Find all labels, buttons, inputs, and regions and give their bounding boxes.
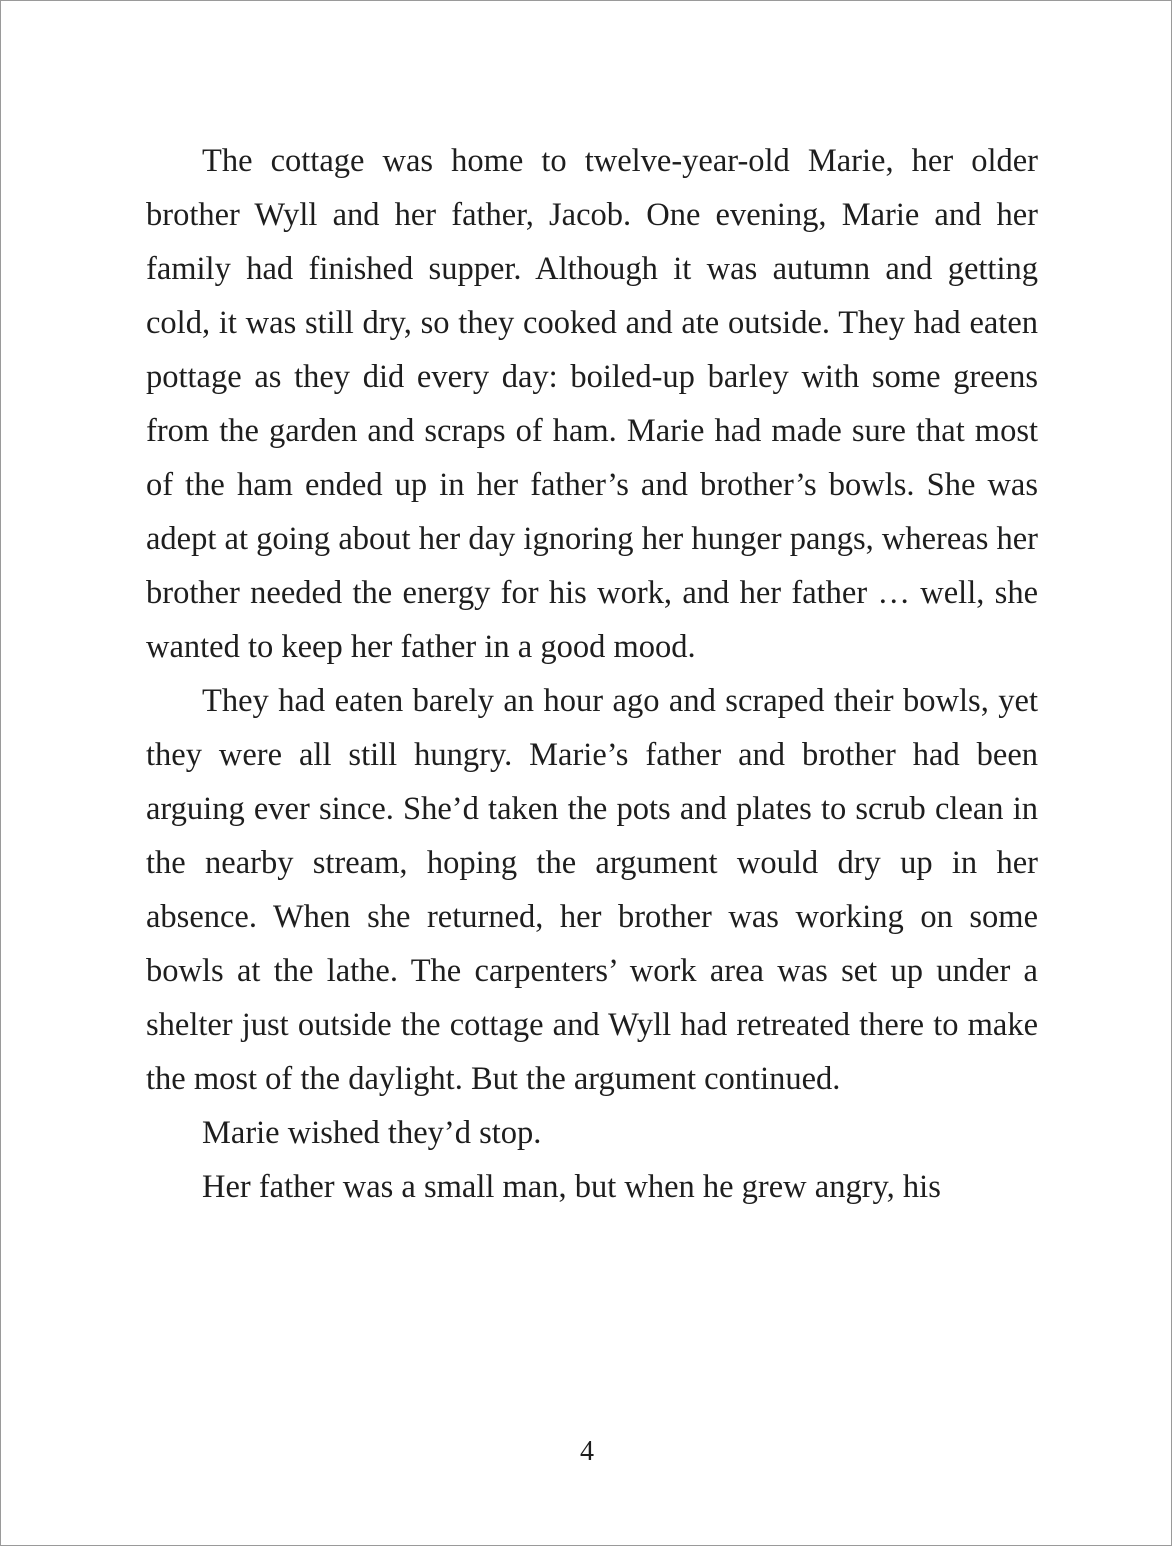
paragraph-1: The cottage was home to twelve-year-old Marie, her older brother Wyll and her father, Jacob. One evening, Marie and her family had finished supper. Although it was autumn and getting cold, it was still dry, so they cooked and ate outside. They had eaten pottage as they did every day: boiled-up barley with some greens from the garden and scraps of ham. Marie had made sure that most of the ham ended up in her father’s and brother’s bowls. She was adept at going about her day ignoring her hunger pangs, whereas her brother needed the energy for his work, and her father … well, she wanted to keep her father in a good mood. (146, 143, 1038, 665)
paragraph-4: Her father was a small man, but when he grew angry, his (202, 1169, 941, 1205)
paragraph-3: Marie wished they’d stop. (202, 1115, 542, 1151)
paragraph-2: They had eaten barely an hour ago and scraped their bowls, yet they were all still hungry. Marie’s father and brother had been arguing ever since. She’d taken the pots and plates to scrub clean in the nearby stream, hoping the argument would dry up in her absence. When she returned, her brother was working on some bowls at the lathe. The carpenters’ work area was set up under a shelter just outside the cottage and Wyll had retreated there to make the most of the daylight. But the argument continued. (146, 683, 1038, 1097)
body-text (146, 134, 1038, 1214)
page-number: 4 (580, 1436, 594, 1467)
